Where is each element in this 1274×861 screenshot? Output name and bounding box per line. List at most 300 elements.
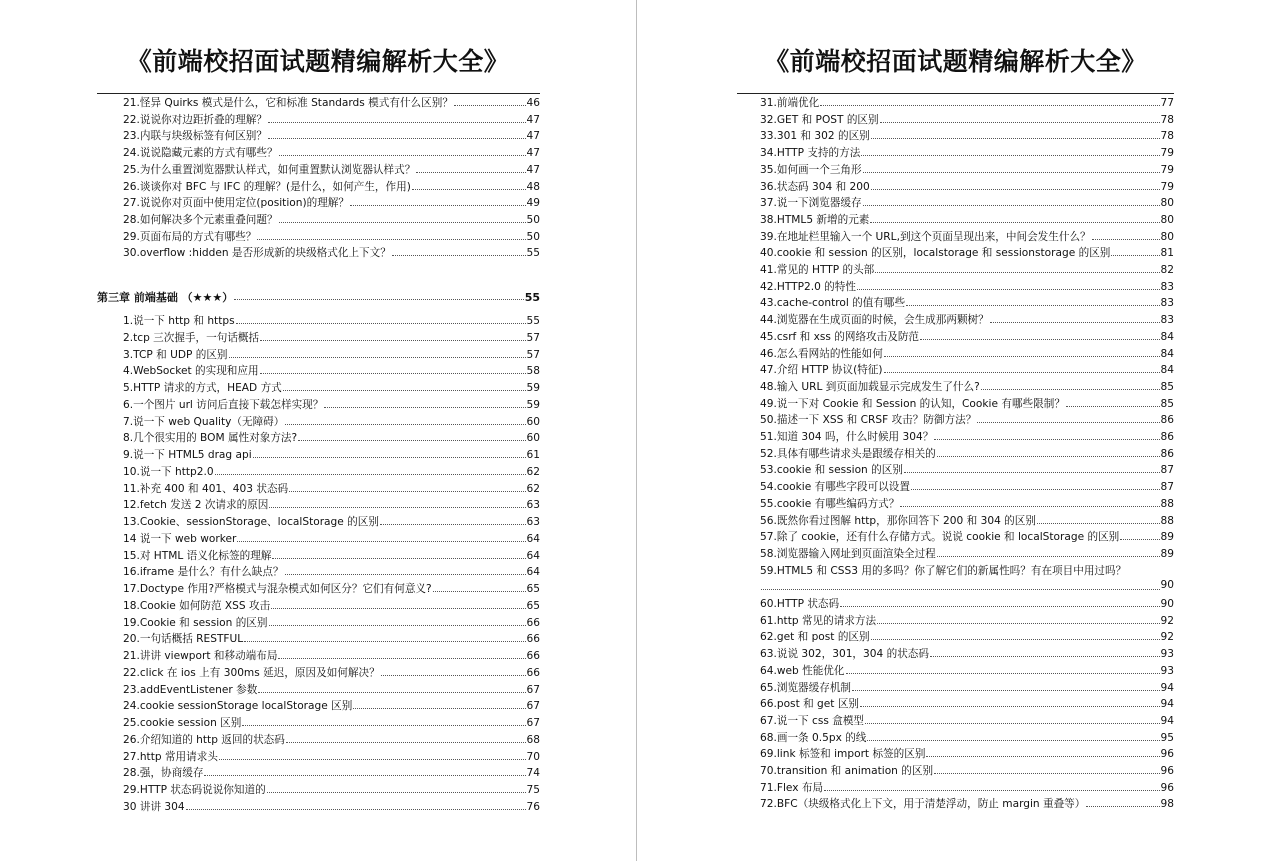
toc-entry[interactable] xyxy=(760,362,1174,377)
toc-dot-leader xyxy=(268,129,526,139)
toc-dot-leader xyxy=(1086,797,1159,807)
toc-entry[interactable] xyxy=(760,713,1174,728)
toc-entry[interactable] xyxy=(760,179,1174,194)
toc-page-number: 70 xyxy=(526,750,540,763)
toc-entry[interactable] xyxy=(123,531,540,546)
toc-entry-title: 62.get 和 post 的区别 xyxy=(760,631,870,644)
toc-page-number: 67 xyxy=(526,683,540,696)
toc-entry[interactable] xyxy=(760,245,1174,260)
toc-page-number: 80 xyxy=(1160,213,1174,226)
toc-page-number: 94 xyxy=(1160,681,1174,694)
toc-entry-title: 57.除了 cookie，还有什么存储方式。说说 cookie 和 localStorage 的区别 xyxy=(760,531,1120,544)
toc-entry-title: 7.说一下 web Quality（无障碍） xyxy=(123,415,285,428)
toc-page-number: 64 xyxy=(526,549,540,562)
toc-entry-title: 28.强，协商缓存 xyxy=(123,767,204,780)
toc-dot-leader xyxy=(234,290,523,300)
toc-dot-leader xyxy=(416,163,525,173)
toc-dot-leader xyxy=(242,716,525,726)
toc-entry-title: 48.输入 URL 到页面加载显示完成发生了什么? xyxy=(760,380,980,393)
toc-page-number: 57 xyxy=(526,348,540,361)
toc-dot-leader xyxy=(272,549,525,559)
toc-entry-title: 61.http 常见的请求方法 xyxy=(760,614,877,627)
toc-dot-leader xyxy=(433,582,526,592)
toc-entry-title: 17.Doctype 作用?严格模式与混杂模式如何区分？它们有何意义? xyxy=(123,583,432,595)
toc-entry-title: 72.BFC（块级格式化上下文，用于清楚浮动，防止 margin 重叠等） xyxy=(760,798,1086,811)
toc-entry[interactable] xyxy=(123,581,540,596)
toc-page-number: 76 xyxy=(526,800,540,813)
toc-dot-leader xyxy=(279,146,526,156)
toc-page-number: 84 xyxy=(1160,347,1174,360)
toc-page-number: 65 xyxy=(526,599,540,612)
toc-entry[interactable] xyxy=(123,430,540,445)
toc-dot-leader xyxy=(392,246,526,256)
toc-entry[interactable] xyxy=(123,179,540,194)
toc-entry-title: 33.301 和 302 的区别 xyxy=(760,130,870,143)
toc-entry-title: 21.讲讲 viewport 和移动端布局 xyxy=(123,650,278,662)
toc-entry[interactable] xyxy=(123,212,540,227)
toc-entry-title: 19.Cookie 和 session 的区别 xyxy=(123,616,268,629)
toc-dot-leader xyxy=(990,313,1160,323)
toc-entry[interactable] xyxy=(123,397,540,412)
toc-entry[interactable] xyxy=(123,548,540,563)
toc-entry-title: 9.说一下 HTML5 drag api xyxy=(123,449,252,461)
toc-entry[interactable] xyxy=(123,799,540,814)
toc-entry[interactable] xyxy=(123,145,540,160)
toc-page-number: 62 xyxy=(526,465,540,478)
toc-page-number: 83 xyxy=(1160,314,1174,327)
toc-page-number: 65 xyxy=(526,583,540,595)
toc-dot-leader xyxy=(244,632,525,642)
toc-entry[interactable] xyxy=(123,313,540,328)
toc-page-number: 80 xyxy=(1160,230,1174,243)
toc-entry-title: 42.HTTP2.0 的特性 xyxy=(760,280,856,293)
toc-entry[interactable] xyxy=(760,295,1174,310)
toc-page-number: 79 xyxy=(1160,180,1174,193)
toc-dot-leader xyxy=(229,348,526,358)
toc-page-number: 89 xyxy=(1160,531,1174,544)
toc-dot-leader xyxy=(857,280,1160,290)
toc-page-number: 79 xyxy=(1160,147,1174,160)
toc-entry-title: 68.画一条 0.5px 的线 xyxy=(760,731,867,744)
toc-entry-title: 30.overflow :hidden 是否形成新的块级格式化上下文？ xyxy=(123,247,391,260)
toc-dot-leader xyxy=(861,146,1159,156)
toc-entry-title: 24.说说隐藏元素的方式有哪些？ xyxy=(123,147,278,160)
toc-entry-title: 20.一句话概括 RESTFUL xyxy=(123,633,244,646)
toc-entry[interactable] xyxy=(760,229,1174,244)
toc-entry[interactable] xyxy=(123,481,540,496)
toc-entry[interactable] xyxy=(123,631,540,646)
toc-entry[interactable] xyxy=(760,730,1174,745)
toc-entry-title: 34.HTTP 支持的方法 xyxy=(760,147,861,160)
toc-page-number: 84 xyxy=(1160,364,1174,377)
toc-page-number: 89 xyxy=(1160,547,1174,560)
toc-entry[interactable] xyxy=(123,732,540,747)
toc-entry[interactable] xyxy=(760,112,1174,127)
toc-page-number: 88 xyxy=(1160,497,1174,510)
toc-page-number: 86 xyxy=(1160,447,1174,460)
toc-page-number: 77 xyxy=(1160,97,1174,109)
toc-entry[interactable] xyxy=(123,615,540,630)
toc-entry-title: 5.HTTP 请求的方式，HEAD 方式 xyxy=(123,382,282,394)
toc-entry[interactable] xyxy=(123,380,540,395)
toc-page-number: 87 xyxy=(1160,464,1174,477)
toc-entry-title: 40.cookie 和 session 的区别，localstorage 和 sessionstorage 的区别 xyxy=(760,247,1111,260)
toc-entry[interactable] xyxy=(760,696,1174,711)
toc-entry[interactable] xyxy=(760,212,1174,227)
toc-entry-title: 14 说一下 web worker xyxy=(123,532,237,545)
toc-dot-leader xyxy=(884,363,1160,373)
left-header-rule xyxy=(97,93,540,94)
toc-entry-title: 67.说一下 css 盒模型 xyxy=(760,714,865,727)
toc-dot-leader xyxy=(920,330,1159,340)
toc-dot-leader xyxy=(1120,530,1159,540)
toc-page-number: 59 xyxy=(526,398,540,411)
toc-entry[interactable] xyxy=(760,496,1174,511)
toc-page-number: 49 xyxy=(526,197,540,210)
toc-entry-title: 26.介绍知道的 http 返回的状态码 xyxy=(123,733,285,746)
toc-entry[interactable] xyxy=(123,112,540,127)
toc-entry-title: 4.WebSocket 的实现和应用 xyxy=(123,365,259,378)
toc-entry-title: 28.如何解决多个元素重叠问题？ xyxy=(123,213,278,226)
toc-dot-leader xyxy=(865,714,1160,724)
toc-page-number: 85 xyxy=(1160,397,1174,410)
toc-page-number: 78 xyxy=(1160,130,1174,143)
toc-dot-leader xyxy=(1092,230,1160,240)
toc-page-number: 74 xyxy=(526,767,540,780)
left-page xyxy=(0,0,636,861)
toc-page-number: 60 xyxy=(526,432,540,445)
toc-entry-title: 43.cache-control 的值有哪些 xyxy=(760,297,906,310)
toc-dot-leader xyxy=(1066,397,1160,407)
toc-entry-title: 26.谈谈你对 BFC 与 IFC 的理解？(是什么，如何产生，作用) xyxy=(123,180,411,193)
toc-dot-leader xyxy=(900,497,1159,507)
toc-entry[interactable] xyxy=(123,765,540,780)
toc-entry-title: 15.对 HTML 语义化标签的理解 xyxy=(123,549,272,562)
toc-entry-title: 69.link 标签和 import 标签的区别 xyxy=(760,748,926,761)
toc-entry-title: 59.HTML5 和 CSS3 用的多吗？你了解它们的新属性吗？有在项目中用过吗？ xyxy=(760,564,1127,577)
toc-page-number: 47 xyxy=(526,113,540,126)
toc-dot-leader xyxy=(267,783,526,793)
toc-page-number: 64 xyxy=(526,566,540,579)
toc-entry-title: 29.HTTP 状态码说说你知道的 xyxy=(123,784,266,796)
toc-entry-title: 50.描述一下 XSS 和 CRSF 攻击？防御方法？ xyxy=(760,414,977,427)
toc-dot-leader xyxy=(934,764,1159,774)
toc-page-number: 79 xyxy=(1160,163,1174,176)
toc-page-number: 83 xyxy=(1160,280,1174,293)
toc-dot-leader xyxy=(824,781,1159,791)
toc-entry-title: 45.csrf 和 xss 的网络攻击及防范 xyxy=(760,330,920,343)
toc-entry[interactable] xyxy=(760,680,1174,695)
toc-page-number: 92 xyxy=(1160,631,1174,644)
toc-entry[interactable] xyxy=(123,648,540,663)
left-page-title: 《前端校招面试题精编解析大全》 xyxy=(126,47,510,76)
toc-entry[interactable] xyxy=(123,698,540,713)
toc-page-number: 94 xyxy=(1160,698,1174,711)
toc-entry[interactable] xyxy=(123,497,540,512)
toc-entry-title: 25.为什么重置浏览器默认样式，如何重置默认浏览器认样式？ xyxy=(123,163,416,176)
toc-entry-title: 46.怎么看网站的性能如何 xyxy=(760,347,883,360)
toc-entry[interactable] xyxy=(760,429,1174,444)
chapter-entry[interactable] xyxy=(97,289,540,304)
toc-dot-leader xyxy=(875,263,1159,273)
toc-entry[interactable] xyxy=(123,782,540,797)
toc-page-number: 47 xyxy=(526,147,540,160)
toc-entry[interactable] xyxy=(760,396,1174,411)
toc-entry[interactable] xyxy=(760,796,1174,811)
toc-entry-title: 37.说一下浏览器缓存 xyxy=(760,197,862,210)
toc-dot-leader xyxy=(289,482,525,492)
toc-entry-title: 38.HTML5 新增的元素 xyxy=(760,213,870,226)
toc-dot-leader xyxy=(884,347,1160,357)
toc-page-number: 83 xyxy=(1160,297,1174,310)
toc-entry[interactable] xyxy=(123,95,540,110)
toc-entry-title: 31.前端优化 xyxy=(760,97,820,109)
right-page-title: 《前端校招面试题精编解析大全》 xyxy=(764,47,1147,76)
toc-entry-title: 44.浏览器在生成页面的时候，会生成那两颗树？ xyxy=(760,314,989,327)
toc-dot-leader xyxy=(906,296,1159,306)
toc-dot-leader xyxy=(253,448,526,458)
toc-dot-leader xyxy=(298,431,525,441)
toc-entry-title: 8.几个很实用的 BOM 属性对象方法? xyxy=(123,432,298,445)
toc-page-number: 50 xyxy=(526,230,540,243)
toc-dot-leader xyxy=(870,213,1159,223)
toc-entry-title: 36.状态码 304 和 200 xyxy=(760,180,870,193)
toc-page-number: 63 xyxy=(526,499,540,512)
toc-dot-leader xyxy=(278,649,525,659)
toc-page-number: 66 xyxy=(526,633,540,646)
toc-page-number: 95 xyxy=(1160,731,1174,744)
toc-page-number: 98 xyxy=(1160,798,1174,811)
toc-entry[interactable] xyxy=(760,613,1174,628)
toc-entry-title: 27.说说你对页面中使用定位(position)的理解？ xyxy=(123,197,349,210)
toc-entry-title: 53.cookie 和 session 的区别 xyxy=(760,464,903,477)
toc-dot-leader xyxy=(863,196,1160,206)
toc-entry-title: 65.浏览器缓存机制 xyxy=(760,681,852,694)
toc-dot-leader xyxy=(977,413,1159,423)
toc-entry[interactable] xyxy=(123,128,540,143)
toc-page-number: 62 xyxy=(526,482,540,495)
toc-entry[interactable] xyxy=(123,195,540,210)
toc-entry[interactable] xyxy=(123,464,540,479)
toc-entry-title: 47.介绍 HTTP 协议(特征) xyxy=(760,364,883,377)
toc-dot-leader xyxy=(1037,514,1160,524)
toc-entry[interactable] xyxy=(760,780,1174,795)
toc-entry[interactable] xyxy=(760,646,1174,661)
toc-dot-leader xyxy=(880,113,1160,123)
toc-entry[interactable] xyxy=(123,564,540,579)
toc-entry[interactable] xyxy=(123,665,540,680)
toc-dot-leader xyxy=(260,331,525,341)
toc-dot-leader xyxy=(271,599,525,609)
toc-page-number: 68 xyxy=(526,733,540,746)
toc-dot-leader xyxy=(257,230,525,240)
toc-page-number: 94 xyxy=(1160,714,1174,727)
toc-page-number: 96 xyxy=(1160,781,1174,794)
toc-dot-leader xyxy=(926,747,1159,757)
toc-page-number: 88 xyxy=(1160,514,1174,527)
toc-page-number: 47 xyxy=(526,163,540,176)
toc-dot-leader xyxy=(867,731,1159,741)
toc-entry[interactable] xyxy=(760,462,1174,477)
toc-dot-leader xyxy=(840,597,1159,607)
toc-dot-leader xyxy=(258,683,525,693)
toc-entry[interactable] xyxy=(123,715,540,730)
toc-entry[interactable] xyxy=(123,749,540,764)
toc-dot-leader xyxy=(820,96,1159,106)
toc-dot-leader xyxy=(204,766,525,776)
toc-entry[interactable] xyxy=(760,95,1174,110)
toc-dot-leader xyxy=(260,364,526,374)
toc-entry[interactable] xyxy=(123,229,540,244)
toc-dot-leader xyxy=(871,129,1160,139)
toc-dot-leader xyxy=(934,430,1159,440)
toc-dot-leader xyxy=(286,733,526,743)
toc-entry-title: 3.TCP 和 UDP 的区别 xyxy=(123,348,228,361)
toc-page-number: 50 xyxy=(526,213,540,226)
toc-dot-leader xyxy=(236,314,526,324)
toc-entry[interactable] xyxy=(760,446,1174,461)
toc-dot-leader xyxy=(380,515,526,525)
toc-dot-leader xyxy=(761,580,1160,590)
toc-entry[interactable] xyxy=(760,262,1174,277)
toc-page-number: 92 xyxy=(1160,614,1174,627)
toc-page-number: 90 xyxy=(1160,598,1174,610)
toc-entry[interactable] xyxy=(123,598,540,613)
toc-entry-title: 64.web 性能优化 xyxy=(760,664,845,677)
toc-dot-leader xyxy=(269,498,525,508)
toc-entry[interactable] xyxy=(760,412,1174,427)
toc-page-number: 67 xyxy=(526,717,540,729)
toc-entry[interactable] xyxy=(760,579,1174,594)
toc-dot-leader xyxy=(186,800,526,810)
toc-entry-title: 52.具体有哪些请求头是跟缓存相关的 xyxy=(760,447,936,460)
toc-entry-title: 10.说一下 http2.0 xyxy=(123,465,214,478)
toc-dot-leader xyxy=(846,664,1160,674)
toc-entry[interactable] xyxy=(760,346,1174,361)
toc-page-number: 48 xyxy=(526,180,540,193)
toc-page-number: 66 xyxy=(526,650,540,662)
toc-entry[interactable] xyxy=(123,347,540,362)
toc-page-number: 61 xyxy=(526,449,540,461)
toc-page-number: 67 xyxy=(526,700,540,713)
toc-dot-leader xyxy=(412,180,526,190)
toc-entry[interactable] xyxy=(760,529,1174,544)
toc-page-number: 63 xyxy=(526,516,540,528)
toc-entry[interactable] xyxy=(760,279,1174,294)
toc-page-number: 66 xyxy=(526,666,540,679)
toc-page-number: 86 xyxy=(1160,431,1174,443)
toc-entry[interactable] xyxy=(760,763,1174,778)
toc-dot-leader xyxy=(350,196,526,206)
toc-entry[interactable] xyxy=(760,629,1174,644)
toc-entry[interactable] xyxy=(760,546,1174,561)
toc-page-number: 47 xyxy=(526,130,540,143)
toc-entry-title: 58.浏览器输入网址到页面渲染全过程 xyxy=(760,547,936,560)
toc-dot-leader xyxy=(981,380,1160,390)
toc-entry[interactable] xyxy=(760,128,1174,143)
toc-page-number: 66 xyxy=(526,616,540,629)
toc-page-number: 85 xyxy=(1160,380,1174,393)
toc-entry-title: 13.Cookie、sessionStorage、localStorage 的区别 xyxy=(123,516,379,528)
toc-entry[interactable] xyxy=(760,563,1174,578)
toc-entry-title: 70.transition 和 animation 的区别 xyxy=(760,765,934,777)
toc-entry-title: 39.在地址栏里输入一个 URL,到这个页面呈现出来，中间会发生什么？ xyxy=(760,230,1091,243)
toc-entry-title: 32.GET 和 POST 的区别 xyxy=(760,113,879,126)
toc-entry[interactable] xyxy=(760,379,1174,394)
toc-entry-title: 22.说说你对边距折叠的理解？ xyxy=(123,113,267,126)
toc-entry[interactable] xyxy=(760,329,1174,344)
toc-entry-title: 2.tcp 三次握手，一句话概括 xyxy=(123,331,260,344)
toc-entry-title: 51.知道 304 吗，什么时候用 304？ xyxy=(760,431,934,443)
toc-entry[interactable] xyxy=(760,195,1174,210)
toc-page-number: 55 xyxy=(526,247,540,260)
right-header-rule xyxy=(737,93,1174,94)
toc-entry-title: 22.click 在 ios 上有 300ms 延迟，原因及如何解决？ xyxy=(123,666,380,679)
toc-entry[interactable] xyxy=(123,414,540,429)
toc-entry[interactable] xyxy=(123,162,540,177)
toc-dot-leader xyxy=(937,447,1160,457)
toc-dot-leader xyxy=(863,163,1160,173)
toc-entry-title: 35.如何画一个三角形 xyxy=(760,163,862,176)
toc-entry[interactable] xyxy=(123,514,540,529)
toc-entry[interactable] xyxy=(760,513,1174,528)
toc-entry-title: 12.fetch 发送 2 次请求的原因 xyxy=(123,499,269,512)
toc-entry[interactable] xyxy=(123,363,540,378)
toc-entry[interactable] xyxy=(123,447,540,462)
toc-entry-title: 11.补充 400 和 401、403 状态码 xyxy=(123,482,289,495)
toc-entry-title: 24.cookie sessionStorage localStorage 区别 xyxy=(123,700,353,713)
toc-dot-leader xyxy=(237,532,525,542)
toc-entry[interactable] xyxy=(760,663,1174,678)
toc-dot-leader xyxy=(860,697,1160,707)
toc-page-number: 80 xyxy=(1160,197,1174,210)
toc-entry-title: 29.页面布局的方式有哪些？ xyxy=(123,230,257,243)
toc-dot-leader xyxy=(268,113,526,123)
toc-entry-title: 66.post 和 get 区别 xyxy=(760,698,860,711)
toc-entry-title: 63.说说 302，301，304 的状态码 xyxy=(760,648,929,661)
toc-entry[interactable] xyxy=(760,746,1174,761)
toc-page-number: 75 xyxy=(526,784,540,796)
toc-entry[interactable] xyxy=(760,312,1174,327)
toc-entry-title: 21.怪异 Quirks 模式是什么，它和标准 Standards 模式有什么区别？ xyxy=(123,97,453,109)
toc-page-number: 81 xyxy=(1160,247,1174,260)
toc-dot-leader xyxy=(381,666,526,676)
toc-dot-leader xyxy=(911,480,1160,490)
toc-entry[interactable] xyxy=(123,330,540,345)
toc-dot-leader xyxy=(215,465,526,475)
toc-entry-title: 6.一个图片 url 访问后直接下载怎样实现？ xyxy=(123,398,324,411)
toc-entry-title: 23.addEventListener 参数 xyxy=(123,683,258,696)
toc-entry-title: 55.cookie 有哪些编码方式？ xyxy=(760,497,900,510)
toc-entry[interactable] xyxy=(123,682,540,697)
toc-entry[interactable] xyxy=(760,162,1174,177)
toc-dot-leader xyxy=(454,96,526,106)
toc-dot-leader xyxy=(930,647,1160,657)
toc-entry[interactable] xyxy=(123,245,540,260)
toc-page-number: 64 xyxy=(526,532,540,545)
toc-entry[interactable] xyxy=(760,596,1174,611)
toc-dot-leader xyxy=(279,213,526,223)
toc-page-number: 82 xyxy=(1160,264,1174,276)
toc-entry[interactable] xyxy=(760,479,1174,494)
toc-entry-title: 49.说一下对 Cookie 和 Session 的认知，Cookie 有哪些限制？ xyxy=(760,397,1065,410)
toc-page-number: 96 xyxy=(1160,765,1174,777)
toc-entry[interactable] xyxy=(760,145,1174,160)
toc-dot-leader xyxy=(285,565,526,575)
toc-page-number: 84 xyxy=(1160,330,1174,343)
toc-entry-title: 54.cookie 有哪些字段可以设置 xyxy=(760,481,910,494)
toc-page-number: 87 xyxy=(1160,481,1174,494)
